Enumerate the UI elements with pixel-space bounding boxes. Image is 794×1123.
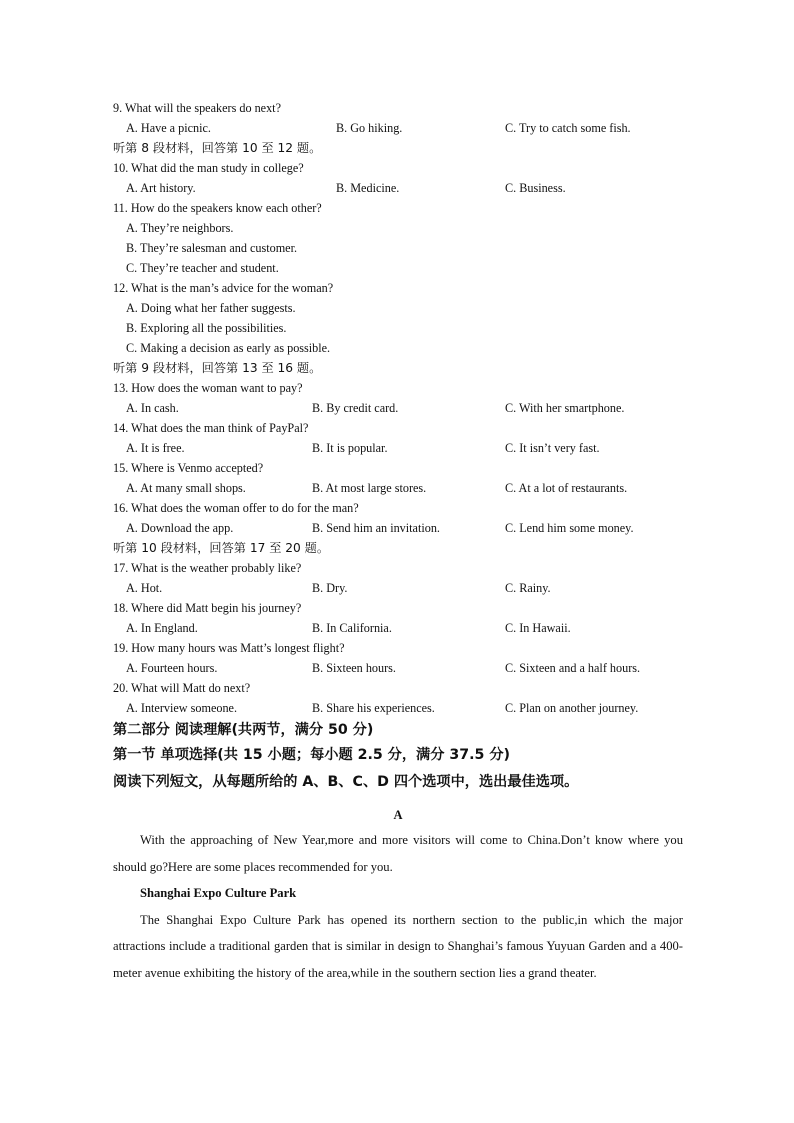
question-13: 13. How does the woman want to pay?	[113, 381, 303, 395]
section-1-title: 第一节 单项选择(共 15 小题；每小题 2.5 分，满分 37.5 分)	[113, 747, 510, 763]
option-b: B. Go hiking.	[336, 121, 403, 135]
option-b: B. Share his experiences.	[312, 701, 435, 715]
option-c: C. Rainy.	[505, 581, 551, 595]
question-11: 11. How do the speakers know each other?	[113, 201, 322, 215]
option-a: A. They’re neighbors.	[126, 221, 234, 235]
question-19-options	[113, 658, 683, 678]
option-a: A. It is free.	[126, 441, 185, 455]
question-17-options	[113, 578, 683, 598]
option-c: C. They’re teacher and student.	[126, 261, 279, 275]
question-13-options	[113, 398, 683, 418]
option-a: A. Interview someone.	[126, 701, 238, 715]
option-b: B. Sixteen hours.	[312, 661, 396, 675]
option-c: C. Making a decision as early as possible.	[126, 341, 331, 355]
section-10-instruction: 听第 10 段材料，回答第 17 至 20 题。	[113, 541, 330, 555]
intro-paragraph: With the approaching of New Year,more and more visitors will come to China.Don’t know where you should go?Here are some places recommended for you.	[113, 833, 683, 874]
option-c: C. Try to catch some fish.	[505, 121, 631, 135]
question-14-options	[113, 438, 683, 458]
question-16-options	[113, 518, 683, 538]
option-b: B. By credit card.	[312, 401, 399, 415]
option-a: A. Doing what her father suggests.	[126, 301, 296, 315]
question-10: 10. What did the man study in college?	[113, 161, 304, 175]
option-a: A. Have a picnic.	[126, 121, 211, 135]
option-a: A. Art history.	[126, 181, 196, 195]
section-8-instruction: 听第 8 段材料，回答第 10 至 12 题。	[113, 141, 322, 155]
question-17: 17. What is the weather probably like?	[113, 561, 302, 575]
question-14: 14. What does the man think of PayPal?	[113, 421, 309, 435]
question-20-options	[113, 698, 683, 718]
question-9: 9. What will the speakers do next?	[113, 101, 281, 115]
passage-label: A	[393, 808, 403, 822]
option-b: B. Medicine.	[336, 181, 400, 195]
park-title: Shanghai Expo Culture Park	[140, 886, 297, 900]
part-2-title: 第二部分 阅读理解(共两节，满分 50 分)	[113, 722, 374, 738]
section-9-instruction: 听第 9 段材料，回答第 13 至 16 题。	[113, 361, 322, 375]
option-a: A. Fourteen hours.	[126, 661, 218, 675]
option-b: B. In California.	[312, 621, 392, 635]
question-12: 12. What is the man’s advice for the woman?	[113, 281, 334, 295]
option-c: C. It isn’t very fast.	[505, 441, 600, 455]
question-16: 16. What does the woman offer to do for the man?	[113, 501, 359, 515]
exam-page	[113, 98, 683, 986]
question-18: 18. Where did Matt begin his journey?	[113, 601, 302, 615]
question-9-options	[113, 118, 683, 138]
option-a: A. At many small shops.	[126, 481, 246, 495]
option-c: C. Plan on another journey.	[505, 701, 639, 715]
option-b: B. They’re salesman and customer.	[126, 241, 298, 255]
option-b: B. At most large stores.	[312, 481, 427, 495]
reading-instruction: 阅读下列短文，从每题所给的 A、B、C、D 四个选项中，选出最佳选项。	[113, 774, 579, 790]
option-a: A. Download the app.	[126, 521, 234, 535]
option-c: C. Business.	[505, 181, 566, 195]
question-18-options	[113, 618, 683, 638]
option-c: C. At a lot of restaurants.	[505, 481, 628, 495]
option-c: C. Sixteen and a half hours.	[505, 661, 641, 675]
option-b: B. Send him an invitation.	[312, 521, 440, 535]
park-paragraph: The Shanghai Expo Culture Park has opened its northern section to the public,in which the major attractions include a traditional garden that is similar in design to Shanghai’s famous Yuyuan Garden and a 400-meter avenue exhibiting the history of the area,while in the southern section lies a grand theater.	[113, 912, 683, 980]
option-a: A. In England.	[126, 621, 198, 635]
option-b: B. Exploring all the possibilities.	[126, 321, 287, 335]
option-b: B. It is popular.	[312, 441, 388, 455]
question-19: 19. How many hours was Matt’s longest flight?	[113, 641, 345, 655]
option-c: C. With her smartphone.	[505, 401, 625, 415]
question-15-options	[113, 478, 683, 498]
option-c: C. In Hawaii.	[505, 621, 571, 635]
option-b: B. Dry.	[312, 581, 348, 595]
option-c: C. Lend him some money.	[505, 521, 634, 535]
option-a: A. In cash.	[126, 401, 179, 415]
question-20: 20. What will Matt do next?	[113, 681, 251, 695]
question-10-options	[113, 178, 683, 198]
option-a: A. Hot.	[126, 581, 163, 595]
question-15: 15. Where is Venmo accepted?	[113, 461, 264, 475]
